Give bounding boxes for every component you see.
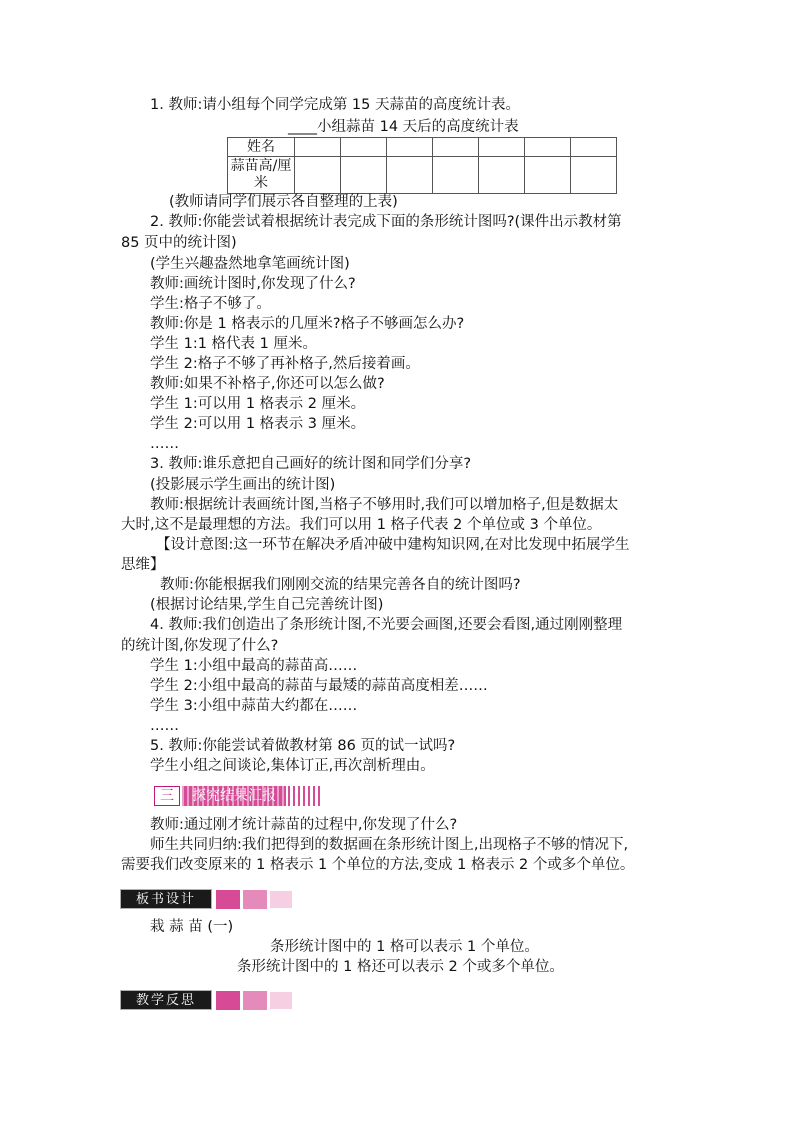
body-line: (根据讨论结果,学生自己完善统计图) (150, 597, 384, 613)
table-row (228, 138, 617, 157)
body-line: 教师:你能根据我们刚刚交流的结果完善各自的统计图吗? (160, 577, 521, 593)
table-head-height-line1: 蒜苗高/厘 (230, 158, 292, 174)
body-line: 教师:你是 1 格表示的几厘米?格子不够画怎么办? (150, 316, 465, 332)
table-cell (525, 138, 571, 157)
board-line: 条形统计图中的 1 格还可以表示 2 个或多个单位。 (237, 959, 564, 975)
decor-square (270, 992, 292, 1009)
body-line: 学生:格子不够了。 (150, 296, 271, 312)
decor-square (270, 891, 292, 908)
reflection-label: 教学反思 (120, 990, 212, 1010)
table-head-height (228, 157, 295, 194)
table-cell (525, 157, 571, 194)
body-line: 5. 教师:你能尝试着做教材第 86 页的试一试吗? (150, 738, 456, 754)
body-line: …… (150, 436, 179, 452)
body-line: 大时,这不是最理想的方法。我们可以用 1 格子代表 2 个单位或 3 个单位。 (121, 517, 602, 533)
section-banner-report (154, 786, 322, 806)
height-stats-table (227, 137, 617, 194)
report-line: 师生共同归纳:我们把得到的数据画在条形统计图上,出现格子不够的情况下, (150, 837, 629, 853)
table-cell (295, 138, 341, 157)
body-line: 学生 3:小组中蒜苗大约都在…… (150, 698, 358, 714)
body-line: 学生 2:格子不够了再补格子,然后接着画。 (150, 356, 420, 372)
table-cell (387, 138, 433, 157)
table-head-height-line2: 米 (254, 175, 268, 191)
table-cell (433, 157, 479, 194)
table-cell (571, 138, 617, 157)
table-cell (479, 138, 525, 157)
table-cell (295, 157, 341, 194)
board-line: 条形统计图中的 1 格可以表示 1 个单位。 (270, 939, 539, 955)
decor-square (243, 991, 267, 1010)
body-line: 学生小组之间谈论,集体订正,再次剖析理由。 (150, 758, 435, 774)
item-1-text: 1. 教师:请小组每个同学完成第 15 天蒜苗的高度统计表。 (150, 97, 520, 113)
body-line: 教师:如果不补格子,你还可以怎么做? (150, 376, 385, 392)
board-title: 栽 蒜 苗 (一) (150, 919, 234, 935)
section-title: 探究结果汇报 (182, 786, 286, 806)
body-line: 学生 2:小组中最高的蒜苗与最矮的蒜苗高度相差…… (150, 678, 488, 694)
section-number: 三 (154, 786, 180, 806)
body-line: 4. 教师:我们创造出了条形统计图,不光要会画图,还要会看图,通过刚刚整理 (150, 617, 623, 633)
body-line: 学生 1:可以用 1 格表示 2 厘米。 (150, 396, 366, 412)
body-line: 学生 1:小组中最高的蒜苗高…… (150, 658, 358, 674)
table-cell (479, 157, 525, 194)
decor-square (216, 991, 240, 1010)
body-line: 3. 教师:谁乐意把自己画好的统计图和同学们分享? (150, 456, 472, 472)
board-design-label: 板书设计 (120, 889, 212, 909)
table-head-name: 姓名 (228, 138, 295, 157)
body-line: 教师:根据统计表画统计图,当格子不够用时,我们可以增加格子,但是数据太 (150, 497, 619, 513)
body-line: 的统计图,你发现了什么? (121, 638, 279, 654)
table-cell (433, 138, 479, 157)
table-cell (387, 157, 433, 194)
table-cell (341, 138, 387, 157)
reflection-tag (120, 990, 292, 1010)
body-line: 学生 2:可以用 1 格表示 3 厘米。 (150, 416, 366, 432)
body-line: 85 页中的统计图) (121, 235, 237, 251)
body-line: (学生兴趣盎然地拿笔画统计图) (150, 256, 350, 272)
body-line: 思维】 (121, 557, 165, 573)
body-line: 学生 1:1 格代表 1 厘米。 (150, 336, 317, 352)
decor-square (216, 890, 240, 909)
table-row (228, 157, 617, 194)
body-line: 2. 教师:你能尝试着根据统计表完成下面的条形统计图吗?(课件出示教材第 (150, 214, 622, 230)
body-line: 教师:画统计图时,你发现了什么? (150, 276, 356, 292)
report-line: 需要我们改变原来的 1 格表示 1 个单位的方法,变成 1 格表示 2 个或多个单位。 (121, 857, 635, 873)
table-cell (571, 157, 617, 194)
table-cell (341, 157, 387, 194)
body-line: …… (150, 718, 179, 734)
decor-square (243, 890, 267, 909)
table-caption: ____小组蒜苗 14 天后的高度统计表 (288, 119, 519, 135)
banner-stripes (288, 786, 322, 806)
board-design-tag (120, 889, 292, 909)
body-line: (教师请同学们展示各自整理的上表) (169, 194, 398, 210)
body-line: (投影展示学生画出的统计图) (150, 477, 336, 493)
report-line: 教师:通过刚才统计蒜苗的过程中,你发现了什么? (150, 817, 458, 833)
body-line: 【设计意图:这一环节在解决矛盾冲破中建构知识网,在对比发现中拓展学生 (156, 537, 630, 553)
